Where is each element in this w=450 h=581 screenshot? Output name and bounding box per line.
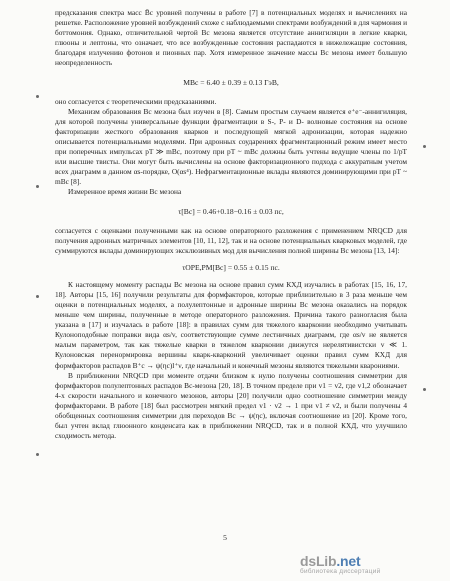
paragraph-agreement: оно согласуется с теоретическими предсказаниями. [55, 96, 217, 106]
watermark-brand: dsLib [300, 553, 337, 569]
watermark-brand-suffix: .net [336, 553, 361, 569]
equation-lifetime: τ[Bc] = 0.46+0.18−0.16 ± 0.03 пс, [178, 206, 284, 216]
body-text [55, 8, 407, 441]
margin-dot [423, 388, 426, 391]
paragraph-lifetime-lead: Измеренное время жизни Bc мезона [68, 187, 182, 197]
paragraph-nrqcd: В приближении NRQCD при моменте отдачи близком к нулю получены соотношения симметрии для формфакторов полулептонных распадов Bc-мезона [20, 18]. В точном пределе при v1 = v2, где v1,2 обозначает 4-х скорости начального и конечного мезонов, авторы [20] получили одно соотношение симметрии между формфакторами. В работе [18] был рассмотрен мягкий предел v1 · v2 → 1 при v1 ≠ v2, и были получены 4 обобщенных соотношения симметрии для переходов Bc → ψ(ηc), включая соотношение из [20]. Кроме того, был учтен вклад глюонного конденсата как в приближении NRQCD, так и в полной КХД, что улучшило сходимость метода. [55, 370, 407, 441]
paragraph-intro: предсказания спектра масс B̄c уровней получены в работе [7] в потенциальных моделях и вычислениях на решетке. Расположение уровней возбуждений схоже с наблюдаемыми спектрами возбуждений в для чармония и боттомония. Однако, отличительной чертой Bc мезона является отсутствие аннигиляции в легкие кварки, глюоны и лептоны, что означает, что все возбужденные состояния распадаются в нижележащие состояния, благодаря излучению фотонов и пионных пар. Хотя измеренное значение массы Bc мезона имеет большую неопределенность [55, 8, 407, 68]
watermark-tagline: библиотека диссертаций [300, 568, 381, 575]
margin-dot [36, 185, 39, 188]
page-number: 5 [223, 533, 227, 542]
equation-ope-pm: τOPE,PM[Bc] = 0.55 ± 0.15 пс. [182, 262, 280, 272]
margin-dot [36, 295, 39, 298]
margin-dot [36, 95, 39, 98]
watermark-logo [300, 553, 360, 569]
paragraph-production: Механизм образования Bc мезона был изучен в [8]. Самым простым случаем является e⁺e⁻-аннигиляция, для которой получены универсальные функции фрагментации в S-, P- и D- волновые состояния на основе факторизации жесткого образования кварков и последующей мягкой адронизации, которая надежно описывается потенциальными моделями. При адронных соударениях фрагментационный режим имеет место при поперечных импульсах pT ≫ mBc, поэтому при pT ~ mBc должны быть учтены ведущие члены по 1/pT или высшие твисты. Они могут быть вычислены на основе факторизационного подхода с аккуратным учетом всех диаграмм в данном αs-порядке, O(αs⁴). Нефрагментационные вклады являются доминирующими при pT ~ mBc [8]. [55, 106, 407, 187]
margin-dot [36, 453, 39, 456]
paragraph-ope: согласуется с оценками полученными как на основе операторного разложения с применением NRQCD для получения адронных матричных элементов [10, 11, 12], так и на основе потенциальных кварковых моделей, где суммируются вклады доминирующих эксклюзивных мод для вычисления полной ширины Bc мезона [13, 14]: [55, 225, 407, 255]
margin-dot [423, 145, 426, 148]
paragraph-sum-rules: К настоящему моменту распады Bc мезона на основе правил сумм КХД изучались в работах [15, 16, 17, 18]. Авторы [15, 16] получили результаты для формфакторов, которые приблизительно в 3 раза меньше чем оценки в потенциальных моделях, а полулептонные и адронные ширины Bc мезона оказались на порядок меньше чем ширины, полученные в методе операторного разложения. Причина такого разногласия была указана в [17] и изучалась в работе [18]: в правилах сумм для тяжелого кварконии необходимо учитывать Кулоноподобные поправки вида αs/v, соответствующие сумме лестничных диаграмм, где αs/v не является малым параметром, так как тяжелые кварки в тяжелом кварконии движутся нерелятивистски v ≪ 1. Кулоновская перенормировка вершины кварк-кварконий увеличивает оценки правил сумм КХД для формфакторов распадов B⁺c → ψ(ηc)l⁺ν, где начальный и конечный мезоны являются тяжелыми кварониями. [55, 279, 407, 370]
site-watermark [300, 553, 446, 577]
equation-mass: MBc = 6.40 ± 0.39 ± 0.13 ГэВ, [183, 77, 279, 87]
